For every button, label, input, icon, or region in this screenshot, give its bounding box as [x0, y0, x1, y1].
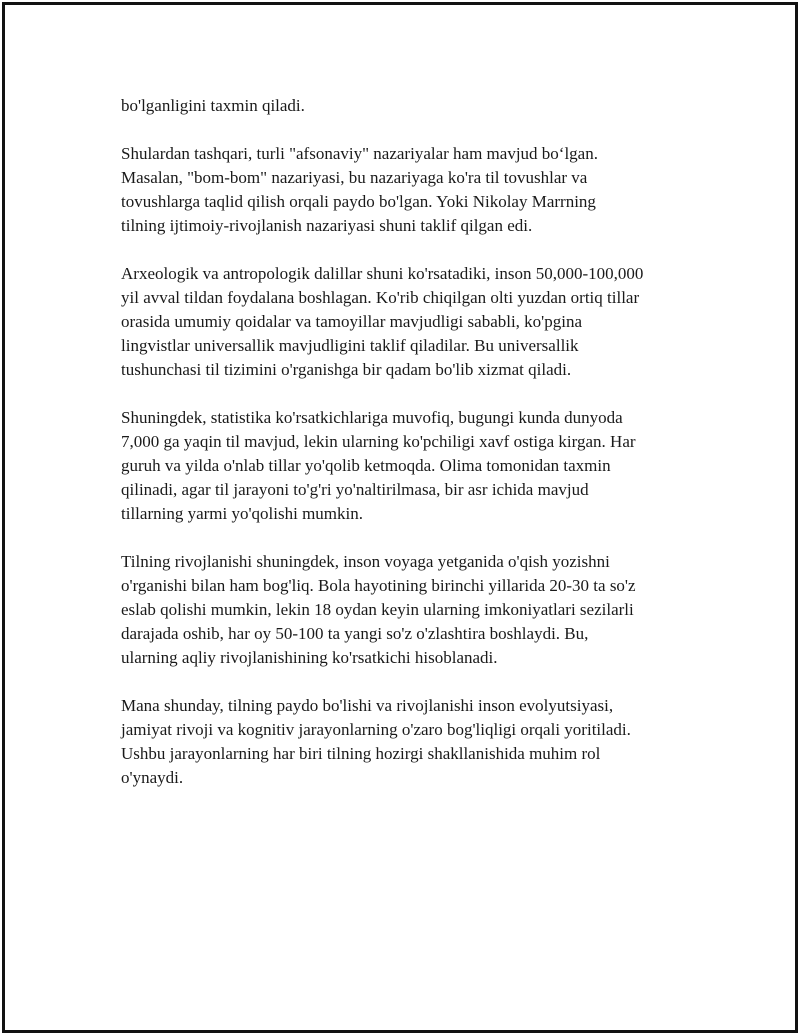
text-line: yil avval tildan foydalana boshlagan. Ko'rib chiqilgan olti yuzdan ortiq tillar: [121, 288, 640, 307]
text-line: bo'lganligini taxmin qiladi.: [121, 96, 305, 115]
text-line: Ushbu jarayonlarning har biri tilning hozirgi shakllanishida muhim rol: [121, 744, 601, 763]
text-line: jamiyat rivoji va kognitiv jarayonlarning o'zaro bog'liqligi orqali yoritiladi.: [121, 720, 631, 739]
text-line: Arxeologik va antropologik dalillar shuni ko'rsatadiki, inson 50,000-100,000: [121, 264, 644, 283]
paragraph: [121, 550, 701, 670]
text-line: lingvistlar universallik mavjudligini taklif qiladilar. Bu universallik: [121, 336, 579, 355]
text-line: o'rganishi bilan ham bog'liq. Bola hayotining birinchi yillarida 20-30 ta so'z: [121, 576, 636, 595]
page-frame: [2, 2, 798, 1033]
text-line: orasida umumiy qoidalar va tamoyillar mavjudligi sababli, ko'pgina: [121, 312, 583, 331]
paragraph: [121, 694, 701, 790]
text-line: ularning aqliy rivojlanishining ko'rsatkichi hisoblanadi.: [121, 648, 498, 667]
document-body: [121, 94, 701, 814]
text-line: qilinadi, agar til jarayoni to'g'ri yo'naltirilmasa, bir asr ichida mavjud: [121, 480, 589, 499]
text-line: darajada oshib, har oy 50-100 ta yangi so'z o'zlashtira boshlaydi. Bu,: [121, 624, 589, 643]
text-line: tilning ijtimoiy-rivojlanish nazariyasi shuni taklif qilgan edi.: [121, 216, 533, 235]
text-line: Tilning rivojlanishi shuningdek, inson voyaga yetganida o'qish yozishni: [121, 552, 610, 571]
text-line: tushunchasi til tizimini o'rganishga bir qadam bo'lib xizmat qiladi.: [121, 360, 572, 379]
text-line: Mana shunday, tilning paydo bo'lishi va rivojlanishi inson evolyutsiyasi,: [121, 696, 614, 715]
paragraph: [121, 406, 701, 526]
text-line: eslab qolishi mumkin, lekin 18 oydan keyin ularning imkoniyatlari sezilarli: [121, 600, 634, 619]
text-line: Shulardan tashqari, turli "afsonaviy" nazariyalar ham mavjud bo‘lgan.: [121, 144, 598, 163]
text-line: guruh va yilda o'nlab tillar yo'qolib ketmoqda. Olima tomonidan taxmin: [121, 456, 611, 475]
text-line: o'ynaydi.: [121, 768, 184, 787]
text-line: Masalan, "bom-bom" nazariyasi, bu nazariyaga ko'ra til tovushlar va: [121, 168, 588, 187]
paragraph: [121, 94, 701, 118]
paragraph: [121, 142, 701, 238]
text-line: 7,000 ga yaqin til mavjud, lekin ularning ko'pchiligi xavf ostiga kirgan. Har: [121, 432, 636, 451]
text-line: tillarning yarmi yo'qolishi mumkin.: [121, 504, 363, 523]
text-line: Shuningdek, statistika ko'rsatkichlariga muvofiq, bugungi kunda dunyoda: [121, 408, 623, 427]
paragraph: [121, 262, 701, 382]
text-line: tovushlarga taqlid qilish orqali paydo bo'lgan. Yoki Nikolay Marrning: [121, 192, 596, 211]
